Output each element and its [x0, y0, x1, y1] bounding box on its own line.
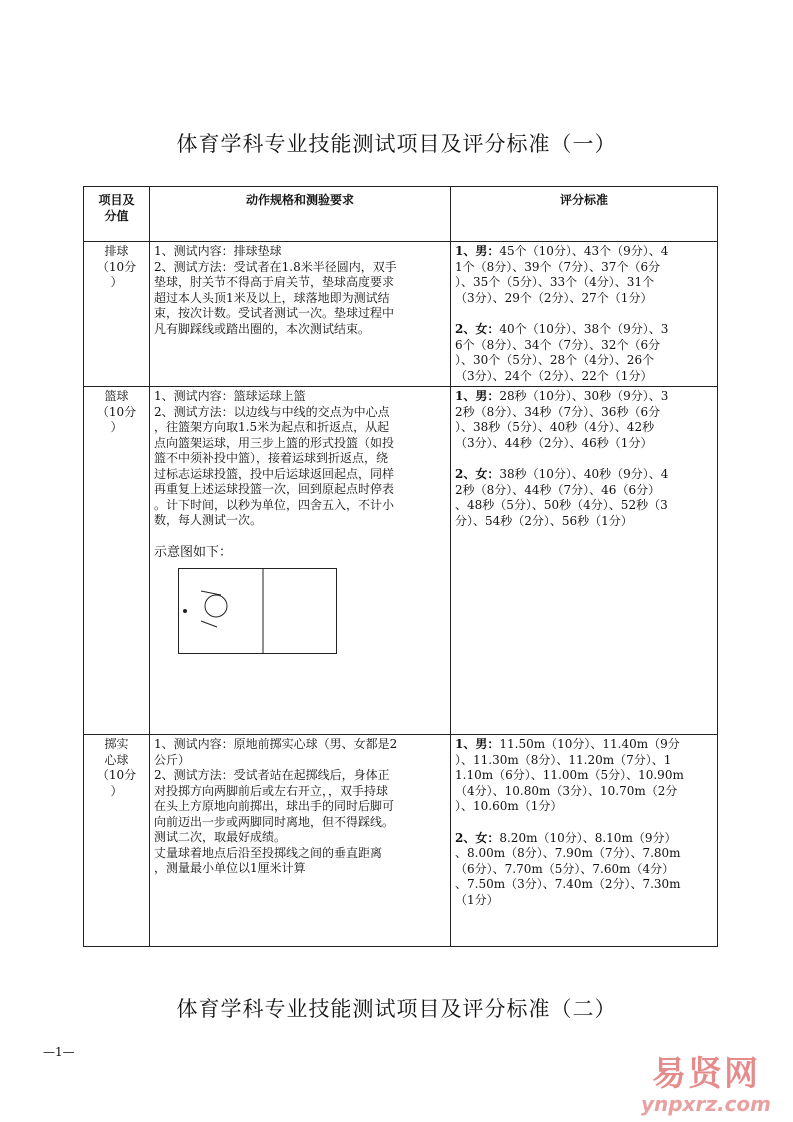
item-name-line: 掷实 — [104, 737, 129, 751]
spec-line: 向前迈出一步或两脚同时离地，但不得踩线。 — [154, 814, 395, 829]
score-cell — [451, 242, 718, 387]
male-label: 1、男： — [455, 244, 500, 258]
spec-line: 公斤） — [154, 752, 191, 767]
spec-cell — [150, 242, 451, 387]
spec-line: 垫球，肘关节不得高于肩关节，垫球高度要求 — [154, 275, 395, 289]
female-score-block — [455, 467, 713, 529]
female-score-line: 、8.00m（8分）、7.90m（7分）、7.80m — [455, 846, 681, 860]
item-name-line: （10分 — [96, 768, 137, 782]
item-name-line: ） — [110, 783, 123, 798]
page-number: —1— — [43, 1045, 75, 1059]
spec-line: 丈量球着地点后沿至投掷线之间的垂直距离 — [154, 845, 383, 860]
item-name-line: ） — [110, 420, 123, 434]
spec-line: 1、测试内容：篮球运球上篮 — [154, 389, 306, 403]
spec-line: 在头上方原地向前掷出，球出手的同时后脚可 — [154, 799, 395, 813]
table-row — [84, 735, 718, 947]
male-score-line — [455, 737, 713, 753]
male-score-line — [455, 244, 713, 260]
spec-line: 1、测试内容：原地前掷实心球（男、女都是2 — [154, 737, 398, 751]
male-score-text: 45个（10分）、43个（9分）、4 — [499, 244, 669, 258]
spec-line: ，往篮架方向取1.5米为起点和折返点，从起 — [154, 420, 390, 434]
spec-line: ，测量最小单位以1厘米计算 — [154, 861, 306, 875]
table-header-row — [84, 187, 718, 242]
spec-line: 凡有脚踩线或踏出圈的，本次测试结束。 — [154, 321, 371, 336]
male-score-text: 28秒（10分）、30秒（9分）、3 — [499, 389, 669, 403]
male-score-block — [455, 389, 713, 451]
male-score-line: 1.10m（6分）、11.00m（5分）、10.90m — [455, 768, 684, 782]
item-name-line: 排球 — [104, 244, 129, 258]
female-score-line: 分）、54秒（2分）、56秒（1分） — [455, 513, 633, 528]
male-score-line: （4分）、10.80m（3分）、10.70m（2分 — [455, 783, 678, 798]
male-score-line — [455, 389, 713, 405]
item-name-line: （10分 — [96, 404, 137, 419]
female-score-text: 40个（10分）、38个（9分）、3 — [499, 322, 669, 336]
watermark-main: 易贤网 — [651, 1054, 760, 1094]
female-score-text: 8.20m（10分）、8.10m（9分） — [499, 830, 677, 845]
female-label: 2、女： — [455, 322, 500, 336]
watermark-sub: ynpxrz.com — [640, 1092, 771, 1116]
male-score-line: （3分）、44秒（2分）、46秒（1分） — [455, 435, 653, 450]
item-name-line: 心球 — [104, 752, 129, 767]
female-score-line: 、48秒（5分）、50秒（4分）、52秒（3 — [455, 498, 668, 512]
spec-line: 测试二次，取最好成绩。 — [154, 830, 287, 844]
female-score-line — [455, 467, 713, 483]
male-score-line: ）、35个（5分）、33个（4分）、31个 — [455, 275, 655, 289]
spec-cell — [150, 387, 451, 735]
item-name-line: （10分 — [96, 259, 137, 274]
male-score-line: ）、10.60m（1分） — [455, 799, 563, 813]
male-score-line: 2秒（8分）、34秒（7分）、36秒（6分 — [455, 404, 661, 419]
spec-cell — [150, 735, 451, 947]
court-diagram — [178, 568, 337, 654]
spec-line: 数，每人测试一次。 — [154, 513, 263, 527]
watermark-logo — [641, 1055, 771, 1115]
spec-line: 2、测试方法：以边线与中线的交点为中心点 — [154, 404, 390, 419]
item-name-line: 篮球 — [104, 389, 129, 403]
female-score-line: 、7.50m（3分）、7.40m（2分）、7.30m — [455, 877, 681, 891]
header-spec: 动作规格和测验要求 — [150, 187, 451, 242]
spec-line: 2、测试方法：受试者站在起掷线后，身体正 — [154, 768, 390, 782]
female-score-line: （1分） — [455, 892, 499, 907]
header-score: 评分标准 — [451, 187, 718, 242]
female-score-line: 2秒（8分）、44秒（7分）、46（6分） — [455, 482, 661, 497]
header-item: 项目及 分值 — [84, 187, 150, 242]
female-score-line — [455, 831, 713, 847]
female-score-line: 6个（8分）、34个（7分）、32个（6分 — [455, 337, 661, 352]
spec-line: 1、测试内容：排球垫球 — [154, 244, 282, 258]
male-label: 1、男： — [455, 389, 500, 403]
male-score-block — [455, 737, 713, 815]
item-name-cell — [84, 735, 150, 947]
male-score-line: （3分）、29个（2分）、27个（1分） — [455, 290, 653, 305]
female-label: 2、女： — [455, 830, 500, 845]
female-score-line: （6分）、7.70m（5分）、7.60m（4分） — [455, 861, 675, 876]
female-score-block — [455, 831, 713, 909]
spec-line: 。计下时间，以秒为单位，四舍五入，不计小 — [154, 497, 395, 512]
start-point-dot — [183, 609, 187, 613]
male-score-block — [455, 244, 713, 306]
diagram-label: 示意图如下： — [154, 544, 233, 560]
female-score-line — [455, 322, 713, 338]
spec-line: 束，按次计数。受试者测试一次。垫球过程中 — [154, 306, 395, 320]
court-diagram-svg — [179, 569, 336, 653]
male-label: 1、男： — [455, 737, 500, 751]
item-name-line: ） — [110, 275, 123, 289]
table-row — [84, 242, 718, 387]
female-score-text: 38秒（10分）、40秒（9分）、4 — [499, 467, 669, 481]
spec-line: 2、测试方法：受试者在1.8米半径圆内，双手 — [154, 259, 397, 274]
spec-line: 超过本人头顶1米及以上，球落地即为测试结 — [154, 290, 390, 305]
next-page-title: 体育学科专业技能测试项目及评分标准（二） — [176, 997, 617, 1021]
female-score-line: ）、30个（5分）、28个（4分）、26个 — [455, 353, 655, 367]
key-line-bottom — [201, 621, 217, 627]
spec-line: 点向篮架运球，用三步上篮的形式投篮（如投 — [154, 435, 395, 450]
hoop-circle — [205, 595, 227, 617]
item-name-cell — [84, 387, 150, 735]
page-title: 体育学科专业技能测试项目及评分标准（一） — [176, 132, 617, 156]
female-score-block — [455, 322, 713, 384]
male-score-text: 11.50m（10分）、11.40m（9分 — [499, 737, 680, 751]
spec-line: 再重复上述运球投篮一次，回到原起点时停表 — [154, 482, 395, 496]
scoring-table — [83, 186, 718, 947]
spec-line: 对投掷方向两脚前后或左右开立，，双手持球 — [154, 783, 389, 798]
key-line-top — [201, 591, 221, 595]
female-score-line: （3分）、24个（2分）、22个（1分） — [455, 368, 653, 383]
score-cell — [451, 735, 718, 947]
female-label: 2、女： — [455, 467, 500, 481]
male-score-line: 1个（8分）、39个（7分）、37个（6分 — [455, 259, 661, 274]
score-cell — [451, 387, 718, 735]
spec-line: 过标志运球投篮，投中后运球返回起点，同样 — [154, 466, 395, 481]
table-row — [84, 387, 718, 735]
male-score-line: ）、38秒（5分）、40秒（4分）、42秒 — [455, 420, 655, 434]
spec-line: 篮不中须补投中篮），接着运球到折返点，绕 — [154, 451, 389, 465]
male-score-line: ）、11.30m（8分）、11.20m（7分）、1 — [455, 752, 672, 767]
item-name-cell — [84, 242, 150, 387]
